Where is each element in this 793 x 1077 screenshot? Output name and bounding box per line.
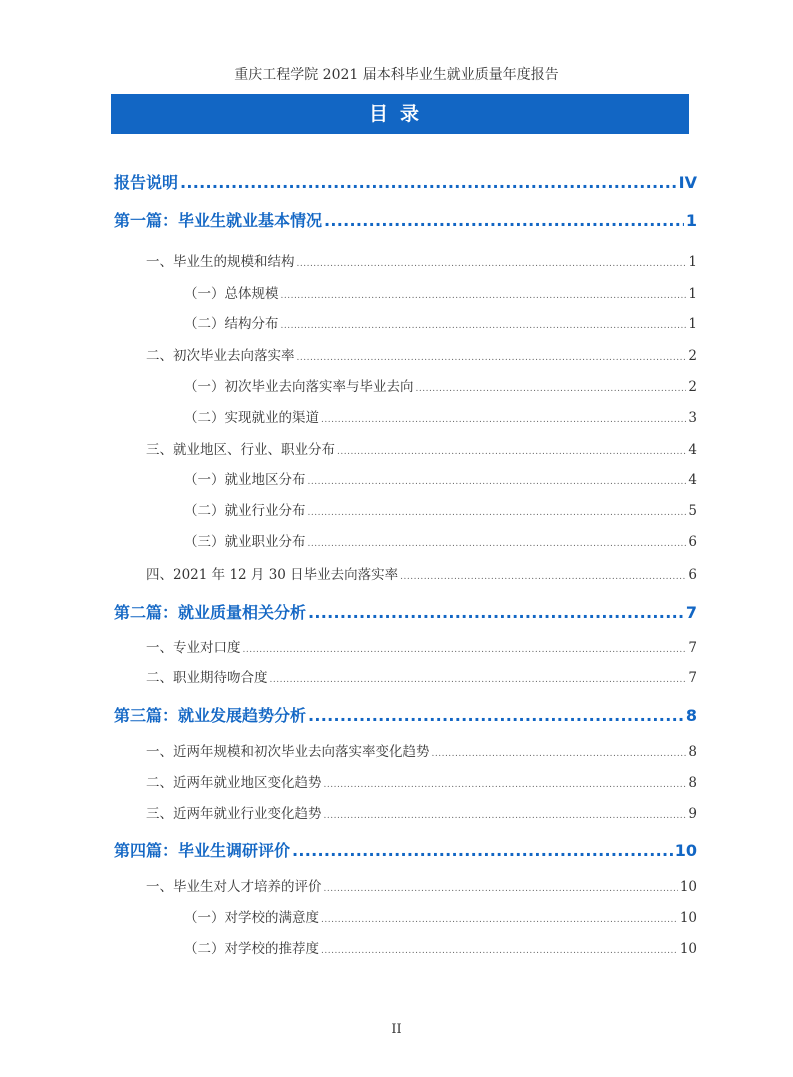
toc-entry-label: 一、近两年规模和初次毕业去向落实率变化趋势 (146, 744, 430, 760)
toc-entry-label: 四、2021 年 12 月 30 日毕业去向落实率 (146, 567, 399, 583)
toc-entry-page: 1 (688, 286, 697, 302)
toc-entry-label: 二、近两年就业地区变化趋势 (146, 775, 322, 791)
toc-leader-dots (400, 572, 686, 582)
toc-entry-page: 1 (688, 316, 697, 332)
toc-entry[interactable] (146, 802, 697, 822)
toc-leader-dots (270, 675, 687, 685)
toc-entry[interactable] (184, 282, 697, 302)
toc-entry-page: 7 (688, 640, 697, 656)
toc-entry[interactable] (184, 406, 697, 426)
toc-entry-label: 一、专业对口度 (146, 640, 241, 656)
toc-entry-page: 8 (688, 775, 697, 791)
toc-entry-label: 三、近两年就业行业变化趋势 (146, 806, 322, 822)
toc-entry-label: （一）就业地区分布 (184, 472, 306, 488)
toc-leader-dots (297, 259, 687, 269)
toc-entry[interactable] (146, 344, 697, 364)
toc-leader-dots (281, 321, 687, 331)
toc-entry[interactable] (114, 208, 697, 231)
toc-entry-page: 10 (674, 841, 697, 860)
toc-entry-label: （二）结构分布 (184, 316, 279, 332)
toc-entry[interactable] (184, 468, 697, 488)
toc-entry-label: 二、职业期待吻合度 (146, 670, 268, 686)
toc-leader-dots (416, 384, 687, 394)
toc-entry-label: （一）对学校的满意度 (184, 910, 319, 926)
toc-leader-dots (324, 211, 684, 230)
toc-entry[interactable] (146, 636, 697, 656)
toc-entry[interactable] (184, 937, 697, 957)
toc-entry-label: 第四篇：毕业生调研评价 (114, 841, 291, 860)
toc-entry-label: 第一篇：毕业生就业基本情况 (114, 211, 323, 230)
toc-entry-label: 第三篇：就业发展趋势分析 (114, 706, 307, 725)
toc-leader-dots (321, 946, 678, 956)
toc-entry-label: （一）初次毕业去向落实率与毕业去向 (184, 379, 414, 395)
toc-entry-page: 2 (688, 348, 697, 364)
toc-leader-dots (324, 780, 687, 790)
toc-entry-page: 4 (688, 442, 697, 458)
toc-leader-dots (308, 539, 687, 549)
toc-entry-page: 3 (688, 410, 697, 426)
toc-leader-dots (324, 811, 687, 821)
toc-entry-label: （二）就业行业分布 (184, 503, 306, 519)
toc-entry[interactable] (184, 499, 697, 519)
toc-leader-dots (321, 915, 678, 925)
toc-entry-label: 报告说明 (114, 173, 179, 192)
toc-leader-dots (297, 353, 687, 363)
toc-entry-label: 三、就业地区、行业、职业分布 (146, 442, 335, 458)
toc-entry[interactable] (146, 563, 697, 583)
toc-leader-dots (281, 291, 687, 301)
toc-entry-page: 1 (688, 254, 697, 270)
toc-leader-dots (324, 884, 678, 894)
toc-entry[interactable] (114, 838, 697, 861)
toc-entry[interactable] (146, 250, 697, 270)
toc-entry-label: 一、毕业生的规模和结构 (146, 254, 295, 270)
toc-entry-page: 2 (688, 379, 697, 395)
toc-entry-label: 二、初次毕业去向落实率 (146, 348, 295, 364)
toc-entry-page: 6 (688, 567, 697, 583)
toc-leader-dots (243, 645, 687, 655)
toc-leader-dots (308, 603, 684, 622)
toc-leader-dots (337, 447, 686, 457)
toc-entry-page: 4 (688, 472, 697, 488)
toc-entry[interactable] (146, 740, 697, 760)
toc-entry-page: 9 (688, 806, 697, 822)
toc-entry[interactable] (184, 530, 697, 550)
toc-entry[interactable] (184, 312, 697, 332)
toc-leader-dots (292, 841, 673, 860)
toc-entry-page: 6 (688, 534, 697, 550)
toc-leader-dots (308, 706, 684, 725)
page-number: II (391, 1022, 402, 1037)
toc-entry[interactable] (184, 375, 697, 395)
toc-entry-page: 10 (679, 910, 697, 926)
toc-title: 目录 (368, 103, 431, 125)
toc-entry-label: 一、毕业生对人才培养的评价 (146, 879, 322, 895)
toc-entry-page: 7 (685, 603, 697, 622)
toc-entry[interactable] (146, 875, 697, 895)
page-header: 重庆工程学院 2021 届本科毕业生就业质量年度报告 (234, 67, 559, 83)
toc-entry[interactable] (114, 703, 697, 726)
toc-entry-label: （一）总体规模 (184, 286, 279, 302)
toc-leader-dots (308, 477, 687, 487)
toc-entry[interactable] (146, 771, 697, 791)
toc-leader-dots (308, 508, 687, 518)
toc-leader-dots (432, 749, 687, 759)
toc-entry-label: （二）对学校的推荐度 (184, 941, 319, 957)
toc-leader-dots (321, 415, 686, 425)
toc-entry-label: （三）就业职业分布 (184, 534, 306, 550)
toc-entry[interactable] (146, 438, 697, 458)
toc-entry-page: 1 (685, 211, 697, 230)
toc-entry-page: 7 (688, 670, 697, 686)
toc-entry-label: 第二篇：就业质量相关分析 (114, 603, 307, 622)
toc-entry-page: IV (678, 173, 697, 192)
toc-entry-label: （二）实现就业的渠道 (184, 410, 319, 426)
toc-entry[interactable] (114, 600, 697, 623)
toc-entry-page: 8 (685, 706, 697, 725)
toc-entry[interactable] (146, 666, 697, 686)
toc-entry-page: 10 (679, 879, 697, 895)
toc-entry-page: 10 (679, 941, 697, 957)
toc-entry[interactable] (184, 906, 697, 926)
toc-entry-page: 5 (688, 503, 697, 519)
toc-entry-page: 8 (688, 744, 697, 760)
toc-leader-dots (180, 173, 677, 192)
toc-entry[interactable] (114, 170, 697, 193)
